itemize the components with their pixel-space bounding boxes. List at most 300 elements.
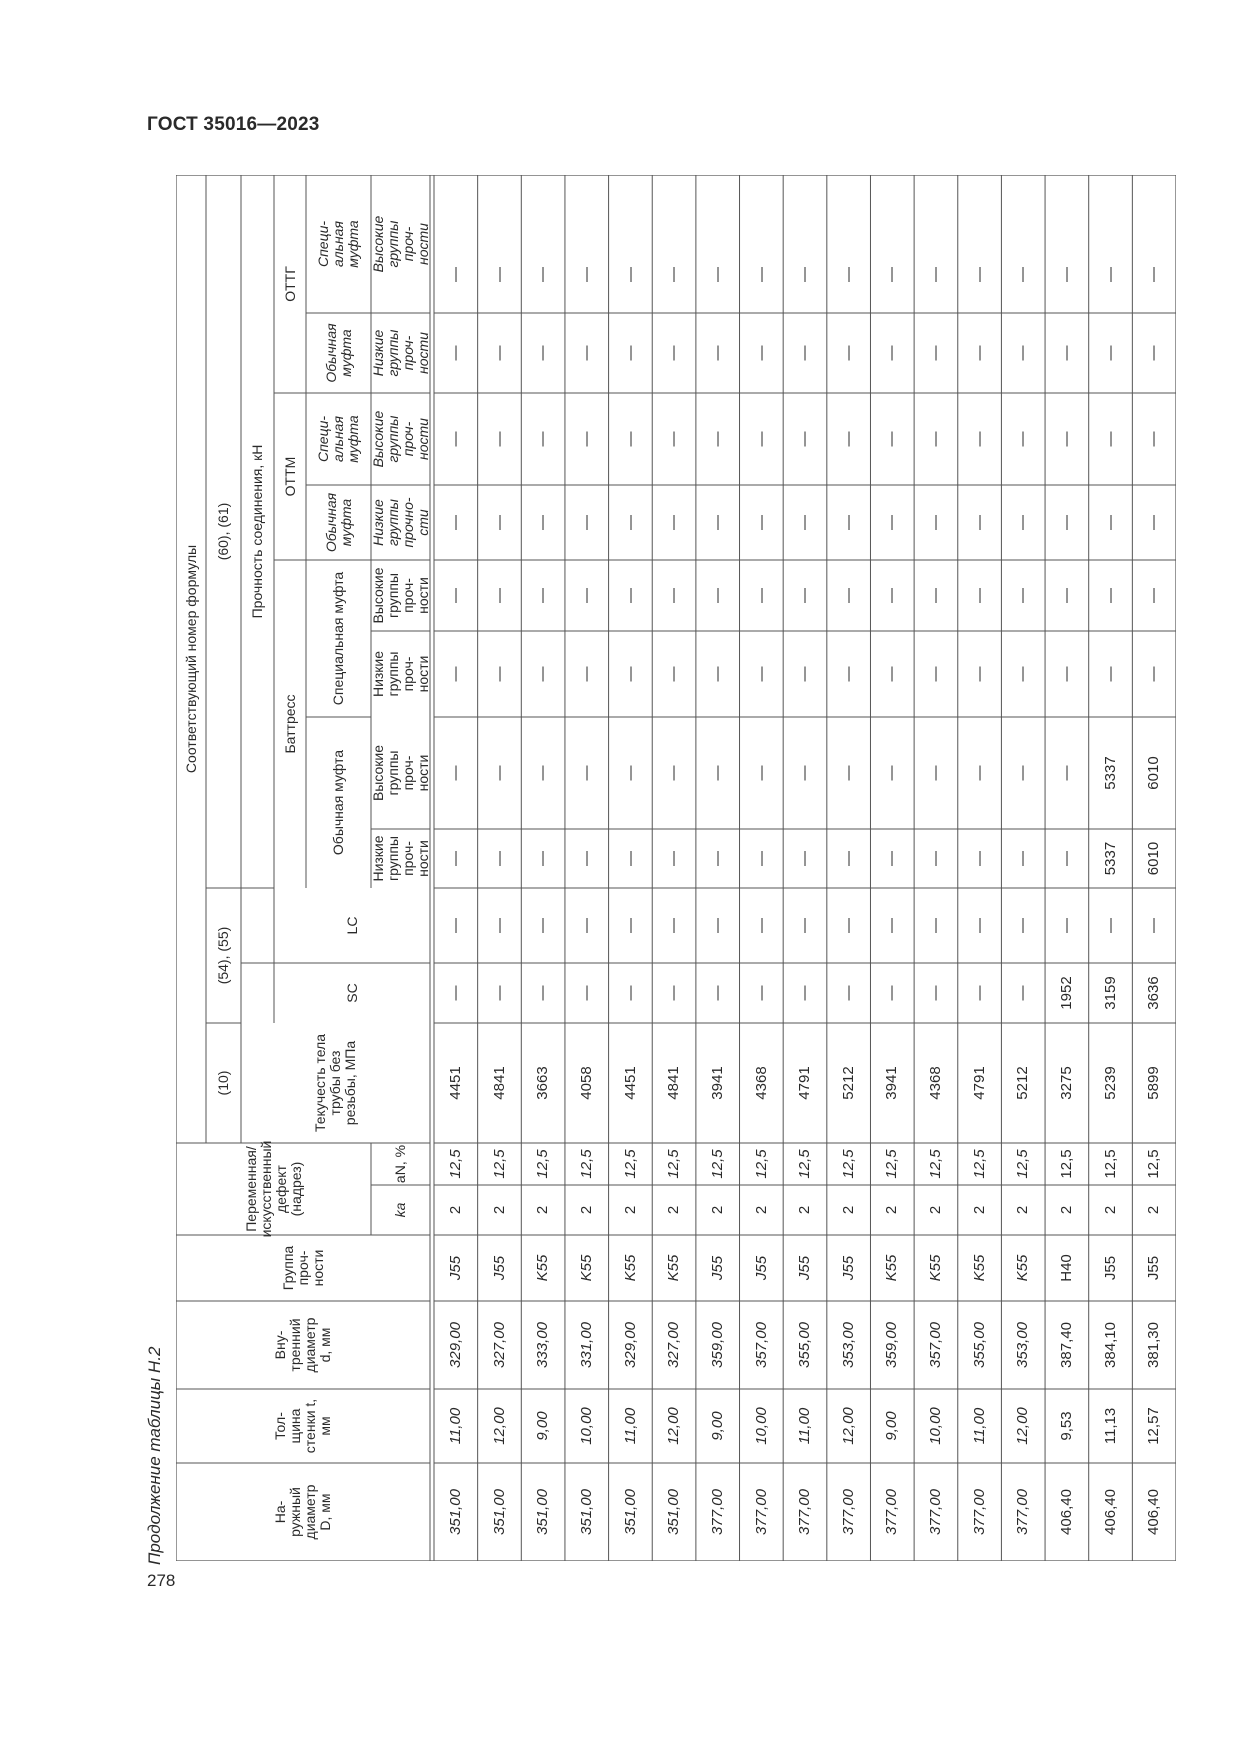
- table-cell: —: [796, 918, 814, 933]
- table-cell: —: [621, 666, 639, 682]
- table-cell: —: [883, 515, 901, 530]
- page-number: 278: [147, 1571, 176, 1590]
- table-cell: —: [840, 431, 858, 447]
- table-cell: 12,5: [1145, 1149, 1163, 1179]
- table-cell: 12,5: [840, 1149, 858, 1179]
- table-cell: 12,5: [883, 1149, 901, 1179]
- table-cell: —: [927, 431, 945, 447]
- header-formula-10: (10): [215, 1070, 231, 1096]
- table-cell: 12,5: [665, 1149, 683, 1179]
- table-cell: —: [883, 985, 901, 1001]
- table-cell: 12,5: [1014, 1149, 1032, 1179]
- table-cell: —: [927, 985, 945, 1001]
- table-cell: 351,00: [447, 1489, 465, 1535]
- table-cell: 5337: [1102, 756, 1120, 790]
- table-cell: H40: [1058, 1254, 1076, 1282]
- table-cell: —: [1014, 431, 1032, 447]
- table-cell: —: [1014, 345, 1032, 361]
- table-cell: J55: [447, 1255, 465, 1281]
- table-cell: —: [1014, 765, 1032, 781]
- table-cell: —: [971, 267, 989, 282]
- table-cell: —: [1102, 666, 1120, 682]
- table-cell: —: [752, 431, 770, 447]
- table-cell: 3636: [1145, 976, 1163, 1010]
- table-cell: 351,00: [578, 1489, 596, 1535]
- table-cell: J55: [490, 1255, 508, 1281]
- table-cell: —: [1102, 515, 1120, 530]
- table-cell: —: [665, 588, 683, 603]
- table-cell: —: [534, 515, 552, 530]
- table-cell: —: [578, 588, 596, 603]
- table-cell: —: [927, 588, 945, 603]
- table-cell: 377,00: [971, 1489, 989, 1535]
- header-ottg-special: Специ- альная муфта: [315, 220, 361, 268]
- table-cell: K55: [534, 1254, 552, 1282]
- table-cell: —: [1014, 918, 1032, 933]
- table-cell: —: [927, 851, 945, 866]
- table-cell: —: [1145, 666, 1163, 682]
- table-cell: —: [796, 765, 814, 781]
- table-cell: 12,57: [1145, 1407, 1163, 1445]
- header-special-low-groups: Низкие группы проч- ности: [369, 650, 431, 698]
- table-cell: —: [971, 588, 989, 603]
- header-regular-coupling: Обычная муфта: [330, 749, 346, 856]
- table-cell: —: [1102, 431, 1120, 447]
- table-cell: —: [796, 666, 814, 682]
- table-cell: —: [1145, 267, 1163, 282]
- table-cell: —: [1102, 588, 1120, 603]
- table-cell: 11,00: [796, 1407, 814, 1445]
- table-cell: —: [534, 267, 552, 282]
- header-ottg-low-groups: Низкие группы проч- ности: [369, 329, 431, 377]
- table-cell: —: [578, 985, 596, 1001]
- table-cell: 359,00: [883, 1322, 901, 1368]
- table-cell: —: [447, 345, 465, 361]
- table-cell: —: [796, 267, 814, 282]
- table-cell: 377,00: [1014, 1489, 1032, 1535]
- table-cell: —: [578, 851, 596, 866]
- table-cell: 4451: [621, 1066, 639, 1100]
- table-cell: —: [447, 588, 465, 603]
- table-cell: 377,00: [883, 1489, 901, 1535]
- table-cell: —: [447, 765, 465, 781]
- data-table: [176, 175, 1176, 1561]
- table-cell: 2: [927, 1205, 945, 1215]
- table-cell: —: [752, 345, 770, 361]
- table-cell: 377,00: [709, 1489, 727, 1535]
- table-cell: —: [752, 267, 770, 282]
- table-cell: 12,5: [796, 1149, 814, 1179]
- table-cell: —: [883, 918, 901, 933]
- table-cell: —: [1014, 515, 1032, 530]
- header-buttress: Баттресс: [281, 694, 298, 754]
- table-cell: 12,5: [578, 1149, 596, 1179]
- table-cell: —: [927, 515, 945, 530]
- table-cell: —: [927, 345, 945, 361]
- table-cell: —: [840, 985, 858, 1001]
- table-cell: —: [752, 765, 770, 781]
- table-cell: —: [1145, 918, 1163, 933]
- table-cell: —: [490, 345, 508, 361]
- table-cell: —: [752, 918, 770, 933]
- table-cell: —: [1145, 515, 1163, 530]
- table-cell: 357,00: [927, 1322, 945, 1368]
- table-cell: J55: [840, 1255, 858, 1281]
- header-ottm-special: Специ- альная муфта: [315, 415, 361, 463]
- table-cell: —: [665, 666, 683, 682]
- table-cell: 327,00: [490, 1322, 508, 1368]
- table-cell: —: [447, 918, 465, 933]
- table-cell: 3275: [1058, 1066, 1076, 1100]
- table-cell: —: [447, 985, 465, 1001]
- table-cell: —: [665, 345, 683, 361]
- table-cell: —: [840, 765, 858, 781]
- table-cell: —: [883, 765, 901, 781]
- table-cell: K55: [621, 1254, 639, 1282]
- table-cell: 3159: [1102, 976, 1120, 1010]
- table-cell: —: [490, 918, 508, 933]
- table-cell: —: [709, 267, 727, 282]
- table-cell: J55: [1145, 1255, 1163, 1281]
- table-cell: 4058: [578, 1066, 596, 1100]
- header-ottm-regular: Обычная муфта: [322, 492, 354, 553]
- table-cell: 4841: [665, 1066, 683, 1100]
- table-cell: —: [796, 345, 814, 361]
- table-cell: 11,00: [621, 1407, 639, 1445]
- table-cell: 12,5: [447, 1149, 465, 1179]
- table-cell: —: [578, 515, 596, 530]
- table-cell: 5212: [1014, 1066, 1032, 1100]
- table-cell: —: [709, 431, 727, 447]
- table-cell: 2: [490, 1205, 508, 1215]
- table-cell: 381,30: [1145, 1322, 1163, 1368]
- header-strength-group: Группа проч- ности: [279, 1245, 326, 1291]
- table-cell: —: [752, 985, 770, 1001]
- table-cell: —: [447, 267, 465, 282]
- table-cell: 11,00: [447, 1407, 465, 1445]
- table-cell: —: [796, 851, 814, 866]
- table-cell: 377,00: [927, 1489, 945, 1535]
- table-cell: —: [665, 431, 683, 447]
- table-cell: 12,00: [490, 1407, 508, 1445]
- table-cell: —: [1058, 267, 1076, 282]
- table-cell: —: [1145, 345, 1163, 361]
- table-cell: 5239: [1102, 1066, 1120, 1100]
- table-continuation-caption: Продолжение таблицы Н.2: [145, 1346, 164, 1565]
- table-cell: —: [665, 515, 683, 530]
- table-cell: —: [752, 851, 770, 866]
- table-cell: 2: [840, 1205, 858, 1215]
- table-cell: —: [578, 765, 596, 781]
- table-cell: —: [1014, 267, 1032, 282]
- table-cell: —: [840, 588, 858, 603]
- table-cell: —: [447, 431, 465, 447]
- table-cell: K55: [665, 1254, 683, 1282]
- table-cell: 377,00: [840, 1489, 858, 1535]
- table-cell: —: [534, 985, 552, 1001]
- table-cell: 11,13: [1102, 1407, 1120, 1445]
- table-cell: —: [709, 666, 727, 682]
- table-cell: 351,00: [534, 1489, 552, 1535]
- header-an: aN, %: [392, 1144, 408, 1184]
- table-cell: —: [621, 851, 639, 866]
- table-cell: 406,40: [1145, 1489, 1163, 1535]
- table-cell: —: [534, 666, 552, 682]
- table-cell: 9,53: [1058, 1411, 1076, 1441]
- table-cell: 329,00: [621, 1322, 639, 1368]
- table-cell: —: [621, 515, 639, 530]
- table-cell: —: [709, 851, 727, 866]
- table-cell: —: [447, 666, 465, 682]
- table-cell: —: [971, 765, 989, 781]
- table-cell: —: [534, 851, 552, 866]
- header-outer-diameter: На- ружный диаметр D, мм: [272, 1484, 333, 1540]
- table-cell: 406,40: [1058, 1489, 1076, 1535]
- table-cell: —: [709, 985, 727, 1001]
- table-cell: —: [1058, 431, 1076, 447]
- table-cell: 351,00: [621, 1489, 639, 1535]
- table-cell: J55: [752, 1255, 770, 1281]
- table-cell: 12,00: [665, 1407, 683, 1445]
- table-cell: 359,00: [709, 1322, 727, 1368]
- table-cell: —: [621, 267, 639, 282]
- table-cell: —: [883, 267, 901, 282]
- table-cell: —: [578, 431, 596, 447]
- table-cell: —: [883, 345, 901, 361]
- table-cell: 9,00: [709, 1411, 727, 1441]
- table-cell: 2: [752, 1205, 770, 1215]
- header-wall-thickness: Тол- щина стенки t, мм: [272, 1398, 333, 1454]
- table-cell: —: [840, 515, 858, 530]
- table-cell: —: [490, 765, 508, 781]
- table-cell: K55: [927, 1254, 945, 1282]
- header-special-high-groups: Высокие группы проч- ности: [369, 567, 431, 624]
- table-cell: 4368: [927, 1066, 945, 1100]
- table-cell: 4368: [752, 1066, 770, 1100]
- header-high-groups: Высокие группы проч- ности: [369, 744, 431, 802]
- header-sc: SC: [343, 983, 360, 1003]
- table-cell: 3941: [883, 1066, 901, 1100]
- table-cell: 1952: [1058, 976, 1076, 1010]
- table-cell: 6010: [1145, 756, 1163, 790]
- table-cell: —: [621, 985, 639, 1001]
- table-cell: 2: [1102, 1205, 1120, 1215]
- table-cell: —: [840, 666, 858, 682]
- table-cell: —: [1058, 851, 1076, 866]
- table-cell: 12,00: [1014, 1407, 1032, 1445]
- table-cell: —: [883, 666, 901, 682]
- table-cell: 12,00: [840, 1407, 858, 1445]
- header-ottg: ОТТГ: [281, 266, 298, 302]
- table-cell: 11,00: [971, 1407, 989, 1445]
- table-cell: —: [927, 918, 945, 933]
- table-cell: —: [840, 918, 858, 933]
- table-cell: 384,10: [1102, 1322, 1120, 1368]
- table-cell: —: [709, 515, 727, 530]
- table-cell: 329,00: [447, 1322, 465, 1368]
- header-ottg-high-groups: Высокие группы проч- ности: [369, 215, 431, 273]
- table-cell: 353,00: [840, 1322, 858, 1368]
- table-cell: —: [490, 666, 508, 682]
- table-cell: 10,00: [927, 1407, 945, 1445]
- header-ka: kа: [392, 1202, 408, 1218]
- header-formula-54-55: (54), (55): [215, 926, 231, 985]
- table-cell: —: [665, 765, 683, 781]
- table-cell: —: [971, 666, 989, 682]
- table-cell: K55: [971, 1254, 989, 1282]
- table-cell: —: [621, 345, 639, 361]
- table-cell: 9,00: [534, 1411, 552, 1441]
- table-cell: —: [534, 588, 552, 603]
- table-cell: —: [621, 918, 639, 933]
- header-body-yield: Текучесть тела трубы без резьбы, МПа: [312, 1033, 358, 1133]
- table-cell: —: [1058, 515, 1076, 530]
- table-cell: K55: [1014, 1254, 1032, 1282]
- table-cell: —: [1145, 431, 1163, 447]
- table-cell: —: [578, 918, 596, 933]
- table-cell: —: [927, 267, 945, 282]
- header-ottg-regular: Обычная муфта: [322, 323, 354, 383]
- table-cell: —: [927, 666, 945, 682]
- table-cell: K55: [883, 1254, 901, 1282]
- table-cell: —: [1014, 985, 1032, 1001]
- header-formula-number: Соответствующий номер формулы: [182, 544, 199, 774]
- table-cell: —: [578, 666, 596, 682]
- table-cell: —: [883, 851, 901, 866]
- table-cell: —: [927, 765, 945, 781]
- table-cell: 2: [1058, 1205, 1076, 1215]
- table-cell: 4841: [490, 1066, 508, 1100]
- table-cell: 2: [534, 1205, 552, 1215]
- header-low-groups: Низкие группы проч- ности: [369, 835, 431, 882]
- table-cell: 387,40: [1058, 1322, 1076, 1368]
- table-cell: —: [621, 431, 639, 447]
- table-cell: —: [796, 515, 814, 530]
- table-cell: —: [971, 515, 989, 530]
- table-cell: 377,00: [796, 1489, 814, 1535]
- table-cell: 2: [971, 1205, 989, 1215]
- table-cell: 12,5: [752, 1149, 770, 1179]
- table-cell: —: [621, 588, 639, 603]
- table-cell: —: [1014, 666, 1032, 682]
- header-defect: Переменная/ искусственный дефект (надрез): [242, 1140, 304, 1238]
- table-cell: —: [1058, 666, 1076, 682]
- table-cell: —: [883, 431, 901, 447]
- header-special-coupling: Специальная муфта: [330, 571, 346, 706]
- table-cell: —: [665, 985, 683, 1001]
- table-cell: —: [752, 515, 770, 530]
- table-cell: —: [796, 431, 814, 447]
- table-cell: 5337: [1102, 841, 1120, 876]
- table-cell: —: [840, 345, 858, 361]
- table-cell: —: [1102, 918, 1120, 933]
- table-cell: 327,00: [665, 1322, 683, 1368]
- table-cell: —: [490, 515, 508, 530]
- table-cell: 351,00: [490, 1489, 508, 1535]
- table-cell: —: [534, 918, 552, 933]
- table-cell: 9,00: [883, 1411, 901, 1441]
- table-cell: 12,5: [1058, 1149, 1076, 1179]
- table-cell: —: [709, 918, 727, 933]
- table-cell: —: [490, 588, 508, 603]
- table-cell: —: [971, 431, 989, 447]
- table-cell: —: [1102, 267, 1120, 282]
- table-cell: 331,00: [578, 1322, 596, 1368]
- table-cell: 2: [447, 1205, 465, 1215]
- table-cell: 3941: [709, 1066, 727, 1100]
- table-cell: 10,00: [752, 1407, 770, 1445]
- table-cell: 12,5: [927, 1149, 945, 1179]
- table-cell: —: [1014, 588, 1032, 603]
- table-cell: —: [534, 431, 552, 447]
- document-title: ГОСТ 35016—2023: [147, 114, 320, 135]
- table-cell: —: [534, 345, 552, 361]
- table-cell: —: [1145, 588, 1163, 603]
- table-cell: —: [447, 851, 465, 866]
- table-cell: —: [621, 765, 639, 781]
- table-cell: 2: [665, 1205, 683, 1215]
- table-cell: 406,40: [1102, 1489, 1120, 1535]
- header-inner-diameter: Вну- тренний диаметр d, мм: [272, 1317, 333, 1373]
- table-cell: 12,5: [534, 1149, 552, 1179]
- table-cell: —: [709, 345, 727, 361]
- table-cell: 12,5: [709, 1149, 727, 1179]
- table-cell: 357,00: [752, 1322, 770, 1368]
- table-cell: 351,00: [665, 1489, 683, 1535]
- header-ottm: ОТТМ: [281, 456, 298, 497]
- table-cell: —: [971, 985, 989, 1001]
- table-cell: —: [709, 765, 727, 781]
- table-cell: K55: [578, 1254, 596, 1282]
- table-cell: 2: [1014, 1205, 1032, 1215]
- table-cell: —: [971, 851, 989, 866]
- table-cell: 4791: [796, 1066, 814, 1100]
- table-cell: —: [1014, 851, 1032, 866]
- header-ottm-low-groups: Низкие группы прочно- сти: [369, 497, 431, 548]
- table-cell: —: [534, 765, 552, 781]
- table-cell: —: [796, 985, 814, 1001]
- table-cell: J55: [796, 1255, 814, 1281]
- table-cell: 12,5: [1102, 1149, 1120, 1179]
- table-cell: 5212: [840, 1066, 858, 1100]
- table-cell: 12,5: [490, 1149, 508, 1179]
- table-cell: —: [1102, 345, 1120, 361]
- table-cell: 2: [621, 1205, 639, 1215]
- table-cell: 12,5: [971, 1149, 989, 1179]
- table-cell: 4451: [447, 1066, 465, 1100]
- header-formula-60-61: (60), (61): [215, 502, 231, 561]
- table-cell: —: [578, 345, 596, 361]
- table-cell: J55: [709, 1255, 727, 1281]
- table-cell: —: [796, 588, 814, 603]
- table-cell: —: [1058, 918, 1076, 933]
- table-cell: —: [665, 267, 683, 282]
- header-lc: LC: [343, 916, 360, 935]
- table-cell: —: [1058, 588, 1076, 603]
- table-cell: 4791: [971, 1066, 989, 1100]
- table-cell: —: [709, 588, 727, 603]
- table-cell: 3663: [534, 1066, 552, 1100]
- table-cell: 2: [1145, 1205, 1163, 1215]
- table-cell: —: [1058, 765, 1076, 781]
- table-cell: 12,5: [621, 1149, 639, 1179]
- table-cell: —: [971, 345, 989, 361]
- table-cell: —: [752, 666, 770, 682]
- table-cell: 2: [796, 1205, 814, 1215]
- table-cell: 6010: [1145, 841, 1163, 876]
- table-cell: 353,00: [1014, 1322, 1032, 1368]
- table-cell: —: [840, 267, 858, 282]
